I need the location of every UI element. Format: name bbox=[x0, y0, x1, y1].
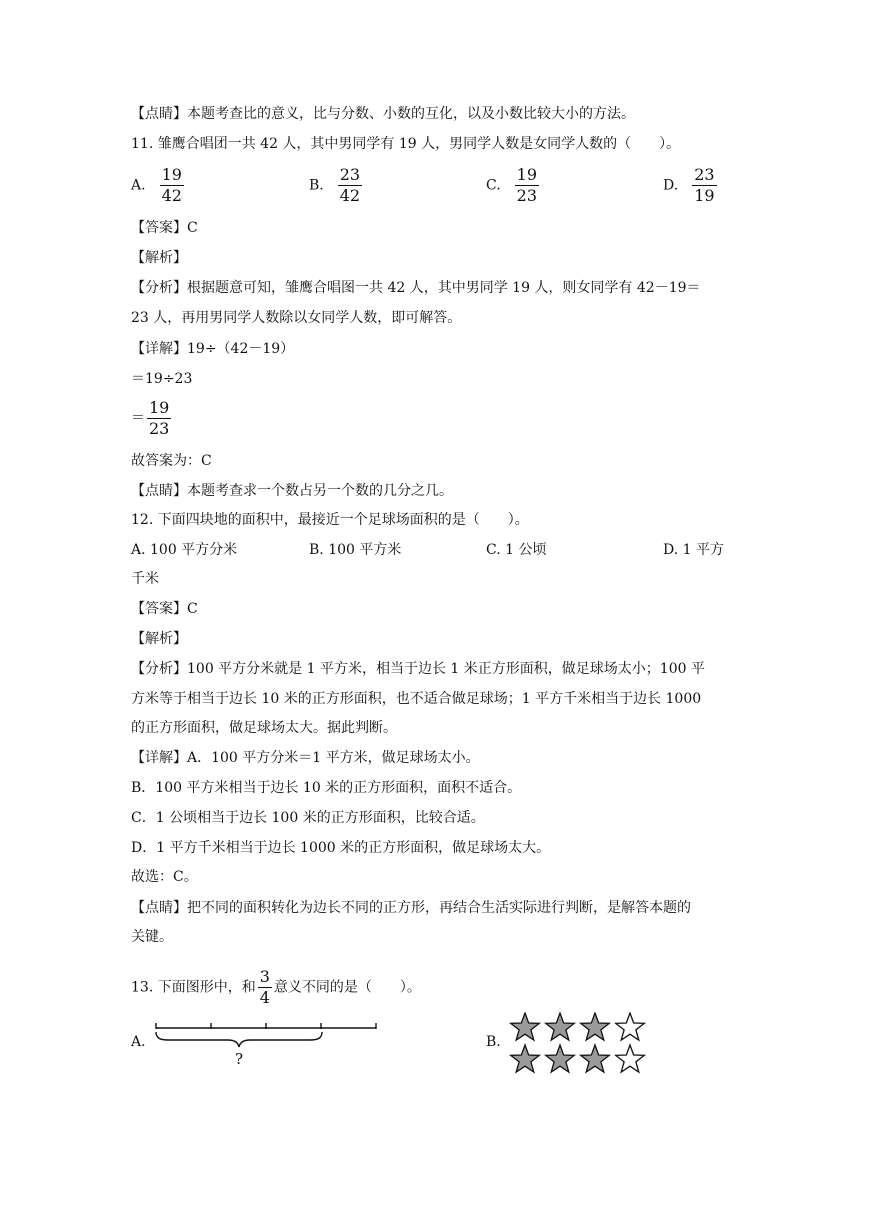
fraction-numerator: 3 bbox=[259, 967, 270, 986]
q12-gu: 故选：C。 bbox=[131, 869, 198, 885]
empty-star-icon bbox=[616, 1045, 645, 1072]
fraction-denominator: 42 bbox=[339, 186, 361, 205]
fraction-denominator: 23 bbox=[149, 419, 170, 438]
option-fraction bbox=[692, 166, 716, 205]
q11-gu: 故答案为：C bbox=[131, 453, 212, 469]
q12-dianjing-line-2: 关键。 bbox=[131, 929, 173, 945]
q12-option-d: D. 1 平方 bbox=[663, 542, 724, 558]
q12-fenxi-line-1: 【分析】100 平方分米就是 1 平方米，相当于边长 1 米正方形面积，做足球场太小；100 平 bbox=[131, 661, 705, 677]
equals-sign: ＝ bbox=[131, 410, 145, 427]
filled-star-icon bbox=[581, 1045, 610, 1072]
q11-option-b bbox=[309, 166, 362, 205]
number-line-ticks bbox=[156, 1023, 376, 1029]
q11-xiangjie-line-2: ＝19÷23 bbox=[131, 371, 193, 387]
filled-star-icon bbox=[546, 1013, 575, 1040]
option-fraction bbox=[338, 166, 362, 205]
option-letter: A. bbox=[131, 177, 146, 194]
q11-fenxi-line-2: 23 人，再用男同学人数除以女同学人数，即可解答。 bbox=[131, 310, 462, 326]
option-letter: B. bbox=[309, 177, 324, 194]
option-fraction bbox=[515, 166, 539, 205]
q13-question-post: 意义不同的是（ ）。 bbox=[273, 979, 421, 996]
option-letter: D. bbox=[663, 177, 679, 194]
q12-xiangjie-c: C．1 公顷相当于边长 100 米的正方形面积，比较合适。 bbox=[131, 810, 485, 826]
q12-answer: 【答案】C bbox=[131, 601, 198, 617]
filled-star-icon bbox=[581, 1013, 610, 1040]
q11-answer: 【答案】C bbox=[131, 220, 198, 236]
q12-option-b: B. 100 平方米 bbox=[309, 542, 402, 558]
q12-jiexi: 【解析】 bbox=[131, 631, 187, 647]
q12-dianjing-line-1: 【点睛】把不同的面积转化为边长不同的正方形，再结合生活实际进行判断，是解答本题的 bbox=[131, 900, 691, 916]
q12-xiangjie-b: B．100 平方米相当于边长 10 米的正方形面积，面积不适合。 bbox=[131, 780, 522, 796]
filled-star-icon bbox=[511, 1045, 540, 1072]
q11-option-d bbox=[663, 166, 717, 205]
q12-xiangjie-d: D．1 平方千米相当于边长 1000 米的正方形面积，做足球场太大。 bbox=[131, 840, 551, 856]
q11-option-c bbox=[486, 166, 539, 205]
option-letter: C. bbox=[486, 177, 501, 194]
q11-fenxi-line-1: 【分析】根据题意可知，雏鹰合唱图一共 42 人，其中男同学 19 人，则女同学有 42－19＝ bbox=[131, 280, 701, 296]
option-fraction bbox=[160, 166, 184, 205]
fraction-numerator: 19 bbox=[516, 165, 538, 184]
q12-option-a: A. 100 平方分米 bbox=[131, 542, 238, 558]
fraction-denominator: 23 bbox=[516, 186, 538, 205]
q11-question: 11. 雏鹰合唱团一共 42 人，其中男同学有 19 人，男同学人数是女同学人数的（ ）。 bbox=[131, 136, 681, 152]
q11-option-a bbox=[131, 166, 184, 205]
brace-question-mark: ? bbox=[235, 1050, 244, 1068]
q12-option-d-continued: 千米 bbox=[131, 571, 159, 587]
q13-figure-a-number-line bbox=[150, 1018, 385, 1070]
q12-xiangjie-a: 【详解】A．100 平方分米＝1 平方米，做足球场太小。 bbox=[131, 750, 480, 766]
q10-dianjing: 【点睛】本题考查比的意义，比与分数、小数的互化，以及小数比较大小的方法。 bbox=[131, 106, 635, 122]
q11-jiexi: 【解析】 bbox=[131, 250, 187, 266]
fraction-numerator: 19 bbox=[161, 165, 182, 184]
fraction-numerator: 23 bbox=[339, 165, 361, 184]
result-fraction bbox=[147, 399, 171, 438]
fraction-denominator: 19 bbox=[694, 186, 715, 205]
q13-fraction bbox=[258, 968, 272, 1007]
fraction-denominator: 4 bbox=[259, 988, 270, 1007]
q13-question-pre: 13. 下面图形中，和 bbox=[131, 979, 256, 996]
brace-underline bbox=[156, 1032, 322, 1047]
q13-question bbox=[131, 968, 421, 1007]
q12-fenxi-line-3: 的正方形面积，做足球场太大。据此判断。 bbox=[131, 720, 397, 736]
q12-option-c: C. 1 公顷 bbox=[486, 542, 547, 558]
fraction-denominator: 42 bbox=[161, 186, 182, 205]
filled-star-icon bbox=[511, 1013, 540, 1040]
q13-option-b-label: B. bbox=[486, 1034, 501, 1050]
q12-fenxi-line-2: 方米等于相当于边长 10 米的正方形面积，也不适合做足球场；1 平方千米相当于边长 1000 bbox=[131, 691, 702, 707]
q11-xiangjie-line-3 bbox=[131, 399, 173, 438]
fraction-numerator: 23 bbox=[694, 165, 715, 184]
filled-star-icon bbox=[546, 1045, 575, 1072]
empty-star-icon bbox=[616, 1013, 645, 1040]
q13-figure-b-stars bbox=[508, 1012, 648, 1076]
q12-question: 12. 下面四块地的面积中，最接近一个足球场面积的是（ ）。 bbox=[131, 512, 529, 528]
fraction-numerator: 19 bbox=[149, 398, 170, 417]
q11-dianjing: 【点睛】本题考查求一个数占另一个数的几分之几。 bbox=[131, 483, 453, 499]
q11-xiangjie-line-1: 【详解】19÷（42－19） bbox=[131, 341, 295, 357]
q13-option-a-label: A. bbox=[131, 1034, 146, 1050]
